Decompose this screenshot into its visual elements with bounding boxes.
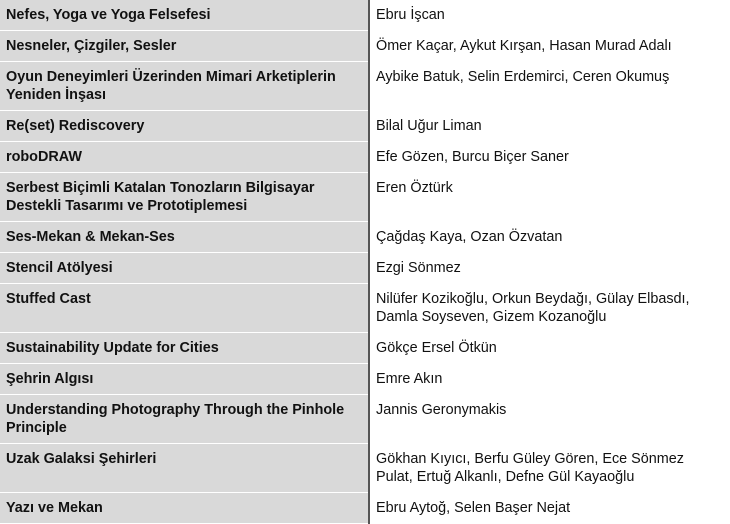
table-row xyxy=(0,31,730,62)
table-row xyxy=(0,111,730,142)
workshop-instructors: Eren Öztürk xyxy=(369,173,730,222)
workshop-title: Şehrin Algısı xyxy=(0,364,369,395)
workshop-title: Yazı ve Mekan xyxy=(0,493,369,524)
table-row xyxy=(0,0,730,31)
workshop-title: Sustainability Update for Cities xyxy=(0,333,369,364)
workshop-instructors: Ebru İşcan xyxy=(369,0,730,31)
workshop-instructors: Efe Gözen, Burcu Biçer Saner xyxy=(369,142,730,173)
workshop-title: Stencil Atölyesi xyxy=(0,253,369,284)
table-row xyxy=(0,364,730,395)
table-row xyxy=(0,253,730,284)
workshop-title: Ses-Mekan & Mekan-Ses xyxy=(0,222,369,253)
workshop-instructors: Ezgi Sönmez xyxy=(369,253,730,284)
workshop-title: Oyun Deneyimleri Üzerinden Mimari Arketiplerin Yeniden İnşası xyxy=(0,62,369,111)
workshop-instructors: Emre Akın xyxy=(369,364,730,395)
table-row xyxy=(0,62,730,111)
workshop-title: Nefes, Yoga ve Yoga Felsefesi xyxy=(0,0,369,31)
workshop-instructors: Gökhan Kıyıcı, Berfu Güley Gören, Ece Sönmez Pulat, Ertuğ Alkanlı, Defne Gül Kayaoğlu xyxy=(369,444,730,493)
workshop-title: Uzak Galaksi Şehirleri xyxy=(0,444,369,493)
workshop-instructors: Nilüfer Kozikoğlu, Orkun Beydağı, Gülay Elbasdı, Damla Soyseven, Gizem Kozanoğlu xyxy=(369,284,730,333)
workshop-title: Understanding Photography Through the Pinhole Principle xyxy=(0,395,369,444)
workshop-title: Serbest Biçimli Katalan Tonozların Bilgisayar Destekli Tasarımı ve Prototiplemesi xyxy=(0,173,369,222)
workshop-instructors: Ömer Kaçar, Aykut Kırşan, Hasan Murad Adalı xyxy=(369,31,730,62)
table-row xyxy=(0,493,730,524)
table-row xyxy=(0,395,730,444)
workshop-title: Re(set) Rediscovery xyxy=(0,111,369,142)
table-row xyxy=(0,222,730,253)
table-row xyxy=(0,142,730,173)
workshop-instructors: Jannis Geronymakis xyxy=(369,395,730,444)
workshop-instructors: Çağdaş Kaya, Ozan Özvatan xyxy=(369,222,730,253)
workshop-instructors: Bilal Uğur Liman xyxy=(369,111,730,142)
table-row xyxy=(0,284,730,333)
table-row xyxy=(0,333,730,364)
workshop-instructors: Gökçe Ersel Ötkün xyxy=(369,333,730,364)
workshop-title: roboDRAW xyxy=(0,142,369,173)
table-row xyxy=(0,444,730,493)
workshop-instructors: Aybike Batuk, Selin Erdemirci, Ceren Okumuş xyxy=(369,62,730,111)
workshop-instructors: Ebru Aytoğ, Selen Başer Nejat xyxy=(369,493,730,524)
table-row xyxy=(0,173,730,222)
workshop-title: Nesneler, Çizgiler, Sesler xyxy=(0,31,369,62)
workshop-title: Stuffed Cast xyxy=(0,284,369,333)
